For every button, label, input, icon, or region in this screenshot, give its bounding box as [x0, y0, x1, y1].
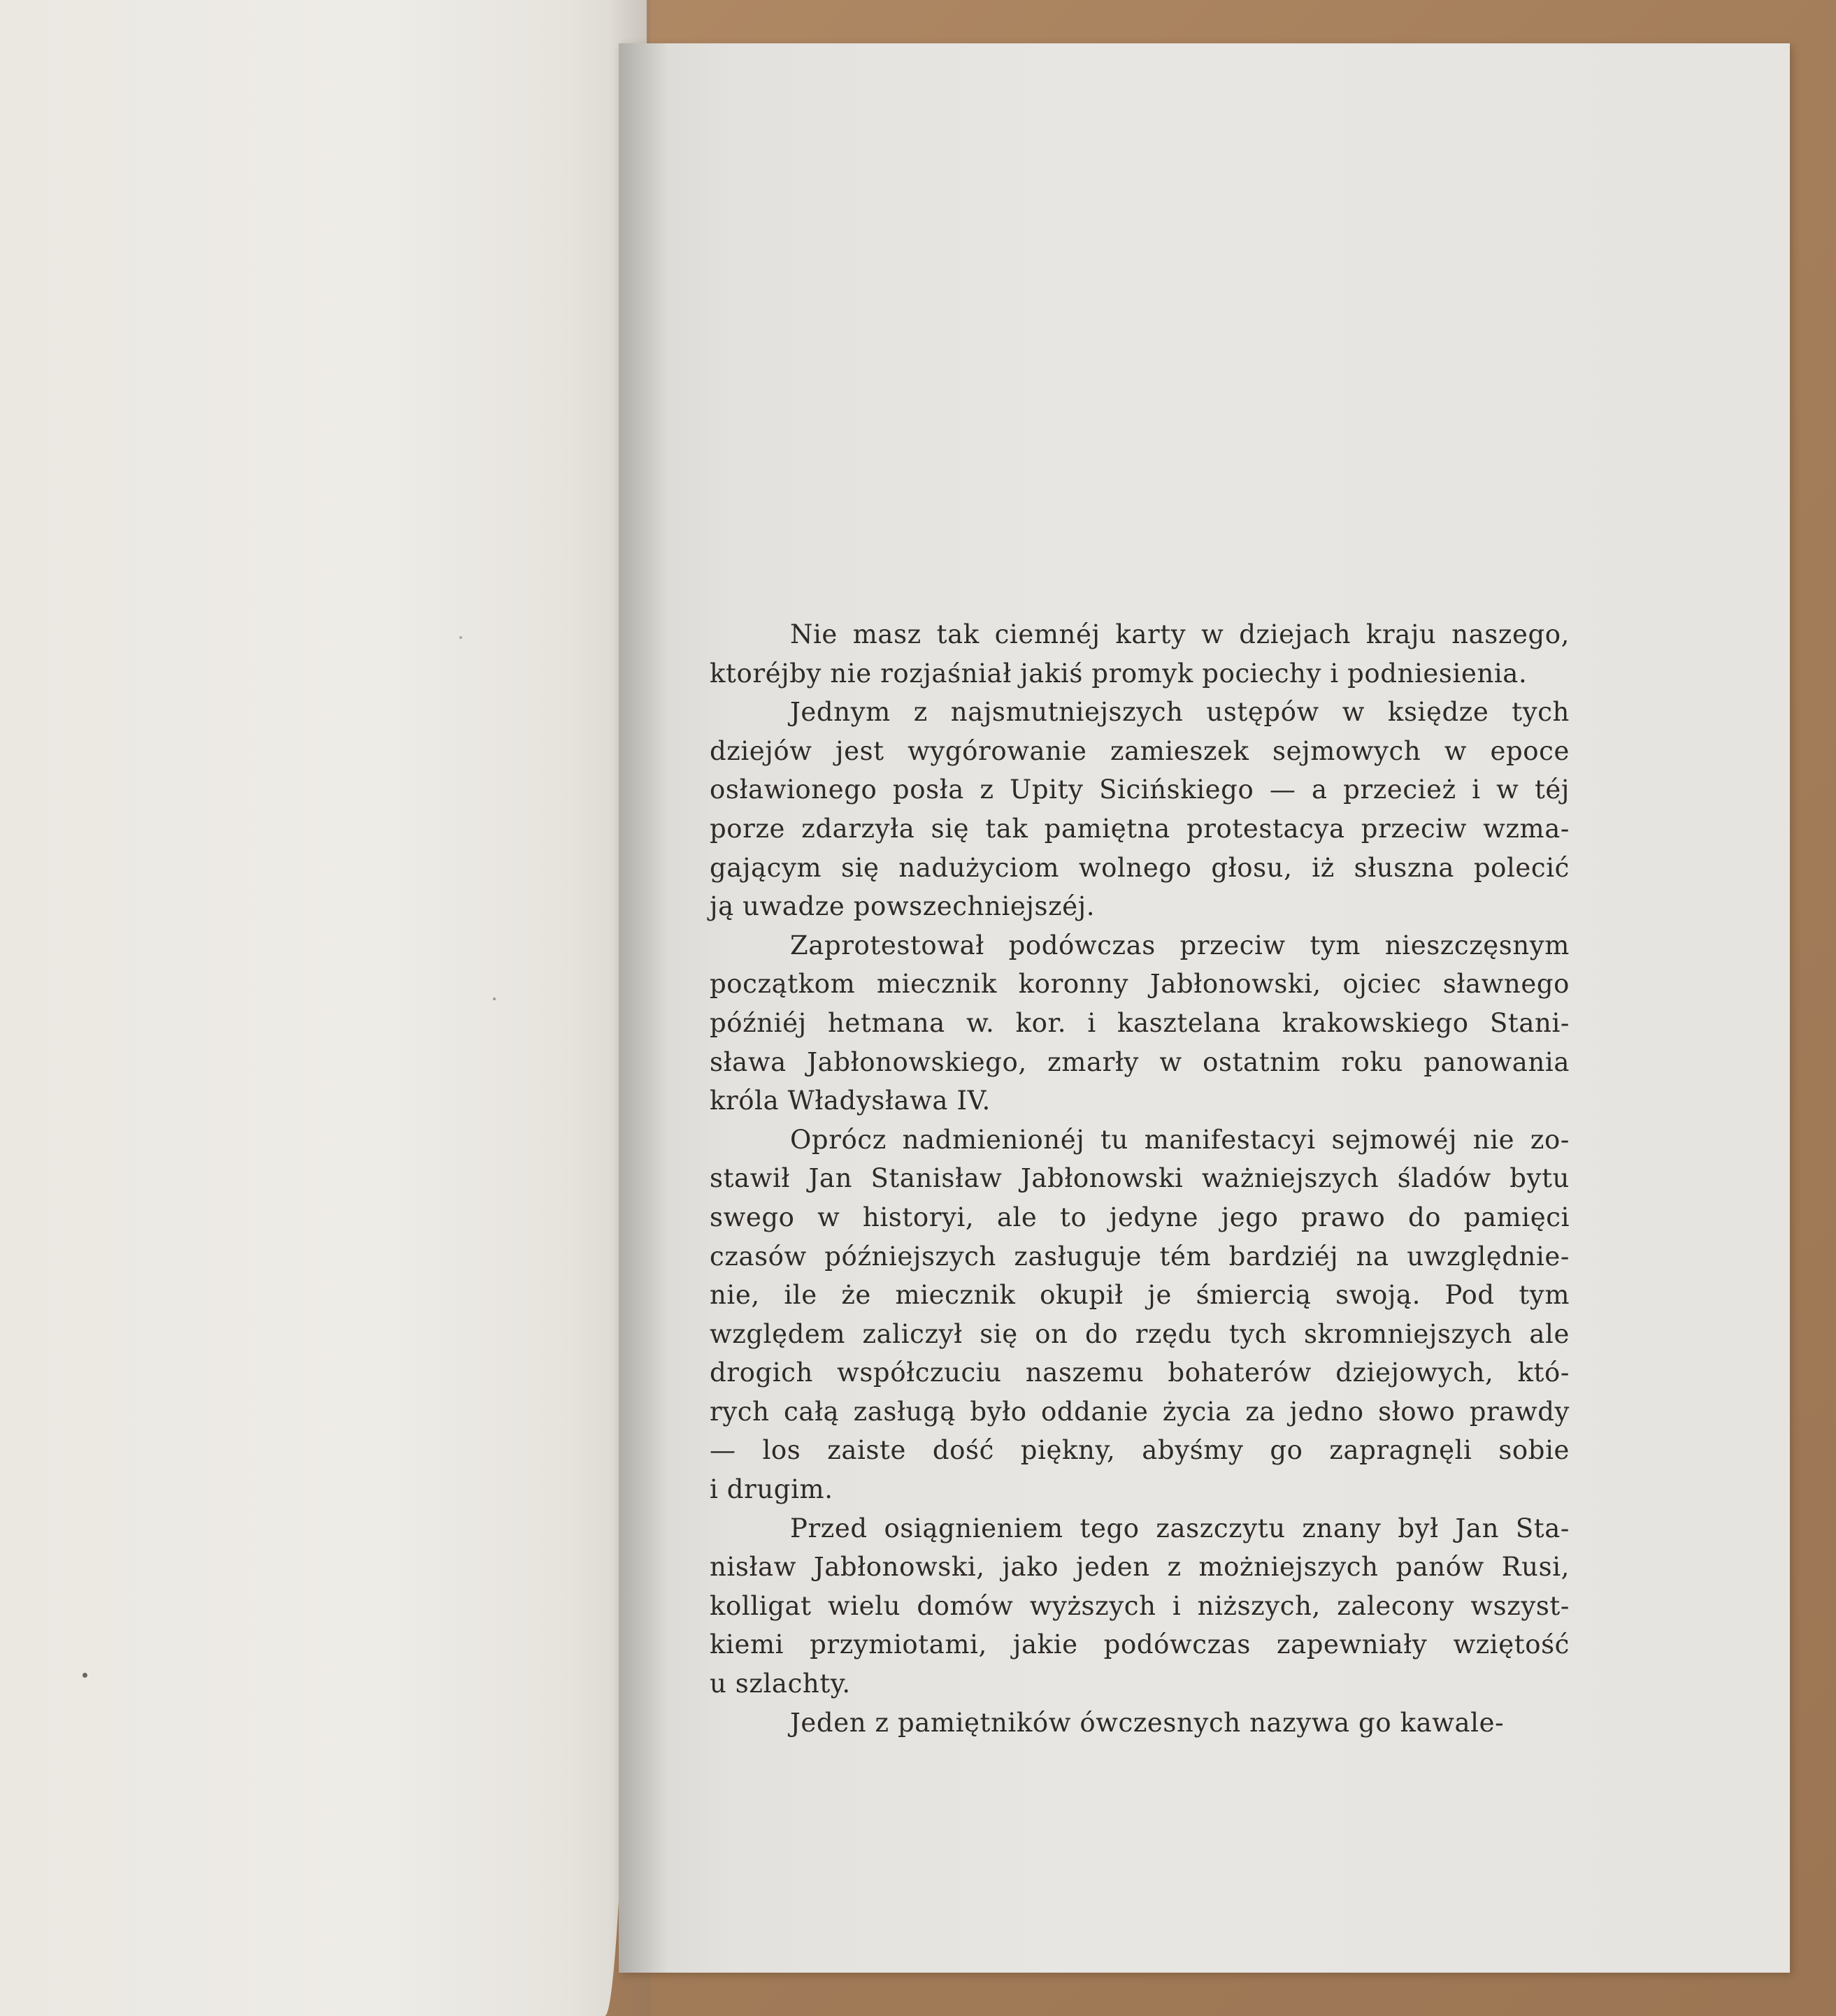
text-line: Jednym z najsmutniejszych ustępów w księdze tych	[790, 697, 1570, 728]
text-line: kolligat wielu domów wyższych i niższych, zalecony wszyst-	[710, 1590, 1570, 1621]
text-line: gającym się nadużyciom wolnego głosu, iż słuszna polecić	[710, 852, 1570, 883]
text-line: dziejów jest wygórowanie zamieszek sejmowych w epoce	[710, 735, 1570, 766]
text-line: króla Władysława IV.	[710, 1086, 991, 1116]
paragraph	[710, 1509, 1570, 1704]
text-line: kiemi przymiotami, jakie podówczas zapewniały wziętość	[710, 1629, 1570, 1660]
paper-speck	[459, 636, 462, 639]
gutter-shadow	[619, 43, 668, 1973]
page-body-text	[710, 615, 1570, 1742]
paragraph	[710, 615, 1570, 693]
paragraph	[710, 926, 1570, 1121]
text-line: u szlachty.	[710, 1669, 851, 1699]
paragraph	[710, 1704, 1570, 1743]
text-line: drogich współczuciu naszemu bohaterów dziejowych, któ-	[710, 1358, 1570, 1388]
text-line: porze zdarzyła się tak pamiętna protestacya przeciw wzma-	[710, 813, 1570, 844]
text-line: stawił Jan Stanisław Jabłonowski ważniejszych śladów bytu	[710, 1163, 1570, 1194]
text-line: osławionego posła z Upity Sicińskiego — a przecież i w téj	[710, 775, 1570, 805]
text-line: Oprócz nadmienionéj tu manifestacyi sejmowéj nie zo-	[790, 1124, 1570, 1155]
text-line: Zaprotestował podówczas przeciw tym nieszczęsnym	[790, 930, 1570, 960]
text-line: nisław Jabłonowski, jako jeden z możniejszych panów Rusi,	[710, 1552, 1570, 1583]
text-line: początkom miecznik koronny Jabłonowski, ojciec sławnego	[710, 969, 1570, 1000]
text-line: i drugim.	[710, 1474, 833, 1505]
text-line: czasów późniejszych zasługuje tém bardziéj na uwzględnie-	[710, 1241, 1570, 1272]
text-line: względem zaliczył się on do rzędu tych skromniejszych ale	[710, 1318, 1570, 1349]
text-line: nie, ile że miecznik okupił je śmiercią swoją. Pod tym	[710, 1280, 1570, 1311]
text-line: ktoréjby nie rozjaśniał jakiś promyk pociechy i podniesienia.	[710, 658, 1528, 689]
text-line: ją uwadze powszechniejszéj.	[710, 891, 1096, 922]
paper-speck	[493, 998, 496, 1000]
text-line: rych całą zasługą było oddanie życia za jedno słowo prawdy	[710, 1396, 1570, 1427]
text-line: sława Jabłonowskiego, zmarły w ostatnim roku panowania	[710, 1046, 1570, 1077]
paragraph	[710, 1121, 1570, 1509]
text-line: swego w historyi, ale to jedyne jego prawo do pamięci	[710, 1202, 1570, 1232]
text-line: Nie masz tak ciemnéj karty w dziejach kraju naszego,	[790, 619, 1570, 649]
text-line: Jeden z pamiętników ówczesnych nazywa go kawale-	[790, 1707, 1505, 1738]
paragraph	[710, 693, 1570, 926]
paper-speck	[83, 1673, 87, 1678]
text-line: — los zaiste dość piękny, abyśmy go zapragnęli sobie	[710, 1435, 1570, 1466]
left-page-blank	[0, 0, 647, 2016]
text-line: późniéj hetmana w. kor. i kasztelana krakowskiego Stani-	[710, 1007, 1570, 1038]
text-line: Przed osiągnieniem tego zaszczytu znany był Jan Sta-	[790, 1513, 1570, 1543]
